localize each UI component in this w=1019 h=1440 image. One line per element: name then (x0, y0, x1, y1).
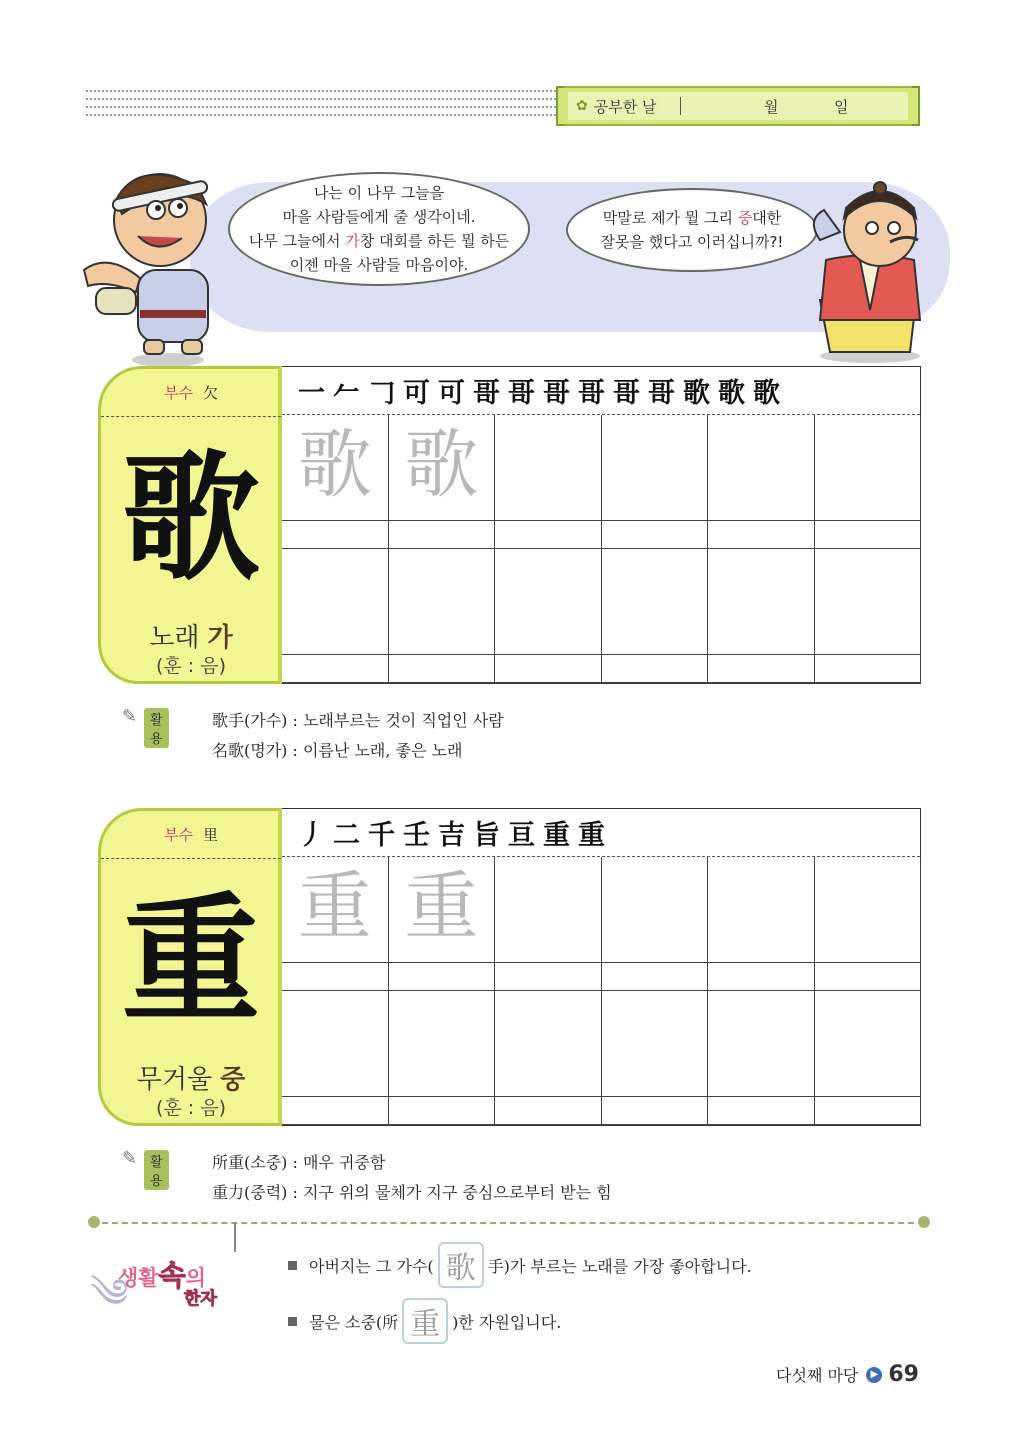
divider-dot-left (88, 1216, 100, 1228)
stroke-step: 哥 (508, 378, 535, 409)
hanja-block-ga (98, 366, 921, 684)
trace-character[interactable]: 重 (389, 857, 496, 963)
stroke-step: 哥 (613, 378, 640, 409)
practice-cell[interactable] (495, 1097, 602, 1125)
practice-cell[interactable] (282, 1097, 389, 1125)
stroke-step: 歌 (683, 378, 710, 409)
speech-bubble-man (566, 188, 818, 272)
life-hanja-title (90, 1240, 230, 1317)
stroke-step: 一 (298, 378, 325, 409)
stroke-step: 歌 (753, 378, 780, 409)
stroke-step: 丿 (298, 820, 325, 851)
stroke-step: 旨 (473, 820, 500, 851)
bubble2-line2: 잘못을 했다고 이러십니까?! (600, 233, 784, 251)
practice-cell[interactable] (495, 415, 602, 521)
life-title-line2: 한자 (184, 1289, 217, 1309)
clover-icon: ✿ (576, 98, 588, 114)
practice-cell[interactable] (602, 1097, 709, 1125)
example-sentence (288, 1298, 561, 1344)
hanja-info-panel (98, 808, 282, 1126)
stroke-step: 二 (333, 820, 360, 851)
life-title-part2: 의 (185, 1266, 206, 1290)
bubble1-line2: 마을 사람들에게 줄 생각이네. (282, 208, 476, 226)
stroke-step: 哥 (473, 378, 500, 409)
practice-cell[interactable] (282, 549, 389, 655)
practice-cell[interactable] (815, 857, 922, 963)
stroke-step: 吉 (438, 820, 465, 851)
practice-cell[interactable] (389, 521, 496, 549)
hun-eum (101, 617, 281, 654)
practice-cell[interactable] (815, 655, 922, 683)
hun-eum (101, 1059, 281, 1096)
practice-cell[interactable] (495, 549, 602, 655)
main-hanja: 重 (121, 878, 260, 1041)
practice-cell[interactable] (282, 521, 389, 549)
separator (680, 97, 681, 115)
usage-line: 重力(중력) : 지구 위의 물체가 지구 중심으로부터 받는 힘 (212, 1183, 612, 1202)
speech-bubble-boy (228, 172, 530, 286)
practice-cell[interactable] (708, 549, 815, 655)
trace-character[interactable]: 歌 (389, 415, 496, 521)
hanja-answer-box[interactable]: 歌 (438, 1242, 484, 1288)
usage-line: 歌手(가수) : 노래부르는 것이 직업인 사람 (212, 711, 504, 730)
practice-cell[interactable] (495, 857, 602, 963)
stroke-step: 亘 (508, 820, 535, 851)
bullet-square (288, 1317, 297, 1326)
practice-cell[interactable] (708, 655, 815, 683)
practice-cell[interactable] (602, 655, 709, 683)
practice-cell[interactable] (815, 1097, 922, 1125)
bubble1-line3: 나무 그늘에서 가창 대회를 하든 뭘 하든 (248, 232, 510, 250)
practice-cell[interactable] (815, 549, 922, 655)
bushu-row (101, 369, 281, 417)
main-hanja: 歌 (121, 436, 260, 599)
practice-cell[interactable] (815, 521, 922, 549)
usage-badge: 활용 (144, 1150, 169, 1190)
bushu-label: 부수 (164, 826, 193, 844)
practice-cell[interactable] (708, 963, 815, 991)
divider-vertical-line (234, 1222, 236, 1252)
practice-cell[interactable] (815, 963, 922, 991)
practice-cell[interactable] (282, 963, 389, 991)
header-dotted-lines (86, 90, 556, 122)
practice-cell[interactable] (495, 521, 602, 549)
stroke-step: 哥 (578, 378, 605, 409)
practice-cell[interactable] (602, 963, 709, 991)
stroke-order-row (282, 367, 920, 415)
pencil-icon: ✎ (122, 1148, 138, 1169)
practice-cell[interactable] (708, 857, 815, 963)
stroke-step: 歌 (718, 378, 745, 409)
bubble2-line1: 막말로 제가 뭘 그리 중대한 (602, 209, 782, 227)
hanja-answer-box[interactable]: 重 (402, 1298, 448, 1344)
practice-cell[interactable] (389, 655, 496, 683)
practice-cell[interactable] (708, 1097, 815, 1125)
bushu-label: 부수 (164, 384, 193, 402)
boy-character-illustration (78, 160, 238, 368)
stroke-step: 𠃌 (368, 378, 395, 409)
writing-grid (282, 366, 921, 684)
stroke-step: 可 (403, 378, 430, 409)
bubble1-line4: 이젠 마을 사람들 마음이야. (289, 256, 469, 274)
writing-grid (282, 808, 921, 1126)
stroke-step: 𠂉 (333, 378, 360, 409)
pencil-icon: ✎ (122, 706, 138, 727)
hun-eum-label: (훈 : 음) (155, 655, 226, 677)
swirl-decoration-icon: ༄ (90, 1271, 129, 1317)
hanja-info-panel (98, 366, 282, 684)
stroke-step: 可 (438, 378, 465, 409)
man-character-illustration (790, 180, 940, 364)
day-label: 일 (834, 97, 849, 116)
stroke-step: 重 (578, 820, 605, 851)
stroke-step: 重 (543, 820, 570, 851)
life-title-big: 속 (158, 1259, 186, 1292)
usage-line: 名歌(명가) : 이름난 노래, 좋은 노래 (212, 741, 463, 760)
stroke-step: 哥 (543, 378, 570, 409)
practice-cell[interactable] (602, 991, 709, 1097)
usage-badge: 활용 (144, 708, 169, 748)
trace-character[interactable]: 歌 (282, 415, 389, 521)
hun-text: 무거울 (136, 1065, 213, 1095)
practice-cell[interactable] (495, 963, 602, 991)
practice-cell[interactable] (389, 991, 496, 1097)
hanja-block-jung (98, 808, 921, 1126)
month-label: 월 (764, 97, 779, 116)
section-name: 다섯째 마당 (776, 1366, 859, 1385)
section-divider (92, 1222, 924, 1224)
eum-text: 중 (220, 1065, 246, 1095)
page-number: 69 (888, 1362, 919, 1387)
stroke-order-row (282, 809, 920, 857)
sentence-after: 手)가 부르는 노래를 가장 좋아합니다. (487, 1256, 752, 1276)
practice-cell[interactable] (708, 415, 815, 521)
bullet-square (288, 1261, 297, 1270)
highlight-ga: 가 (345, 232, 360, 250)
practice-cell[interactable] (815, 991, 922, 1097)
eum-text: 가 (207, 623, 233, 653)
practice-cell[interactable] (282, 991, 389, 1097)
practice-cell[interactable] (389, 1097, 496, 1125)
arrow-right-icon: ▶ (866, 1367, 882, 1383)
usage-line: 所重(소중) : 매우 귀중함 (212, 1153, 386, 1172)
practice-cell[interactable] (389, 549, 496, 655)
study-date-label: 공부한 날 (593, 97, 657, 116)
bracket-right (912, 86, 920, 126)
example-sentence (288, 1242, 752, 1288)
hun-eum-label: (훈 : 음) (155, 1097, 226, 1119)
practice-cell[interactable] (815, 415, 922, 521)
practice-cell[interactable] (602, 521, 709, 549)
practice-cell[interactable] (708, 521, 815, 549)
practice-cell[interactable] (602, 549, 709, 655)
bubble1-line1: 나는 이 나무 그늘을 (313, 184, 445, 202)
practice-cell[interactable] (495, 991, 602, 1097)
bushu-char: 里 (202, 826, 218, 844)
sentence-before: 아버지는 그 가수( (309, 1256, 434, 1276)
bracket-left (556, 86, 564, 126)
life-title-part1: 생활 (118, 1266, 159, 1290)
practice-cell[interactable] (708, 991, 815, 1097)
practice-cell[interactable] (602, 415, 709, 521)
practice-cell[interactable] (282, 655, 389, 683)
hun-text: 노래 (149, 623, 200, 653)
sentence-before: 물은 소중(所 (309, 1312, 399, 1332)
page-footer (776, 1362, 919, 1387)
sentence-after: )한 자원입니다. (452, 1312, 562, 1332)
stroke-step: 千 (368, 820, 395, 851)
stroke-step: 哥 (648, 378, 675, 409)
practice-cell[interactable] (602, 857, 709, 963)
divider-dot-right (918, 1216, 930, 1228)
practice-cell[interactable] (495, 655, 602, 683)
highlight-jung: 중 (737, 209, 753, 227)
practice-cell[interactable] (389, 963, 496, 991)
bushu-row (101, 811, 281, 859)
bushu-char: 欠 (202, 384, 218, 402)
study-date-box (556, 86, 920, 126)
stroke-step: 壬 (403, 820, 430, 851)
trace-character[interactable]: 重 (282, 857, 389, 963)
